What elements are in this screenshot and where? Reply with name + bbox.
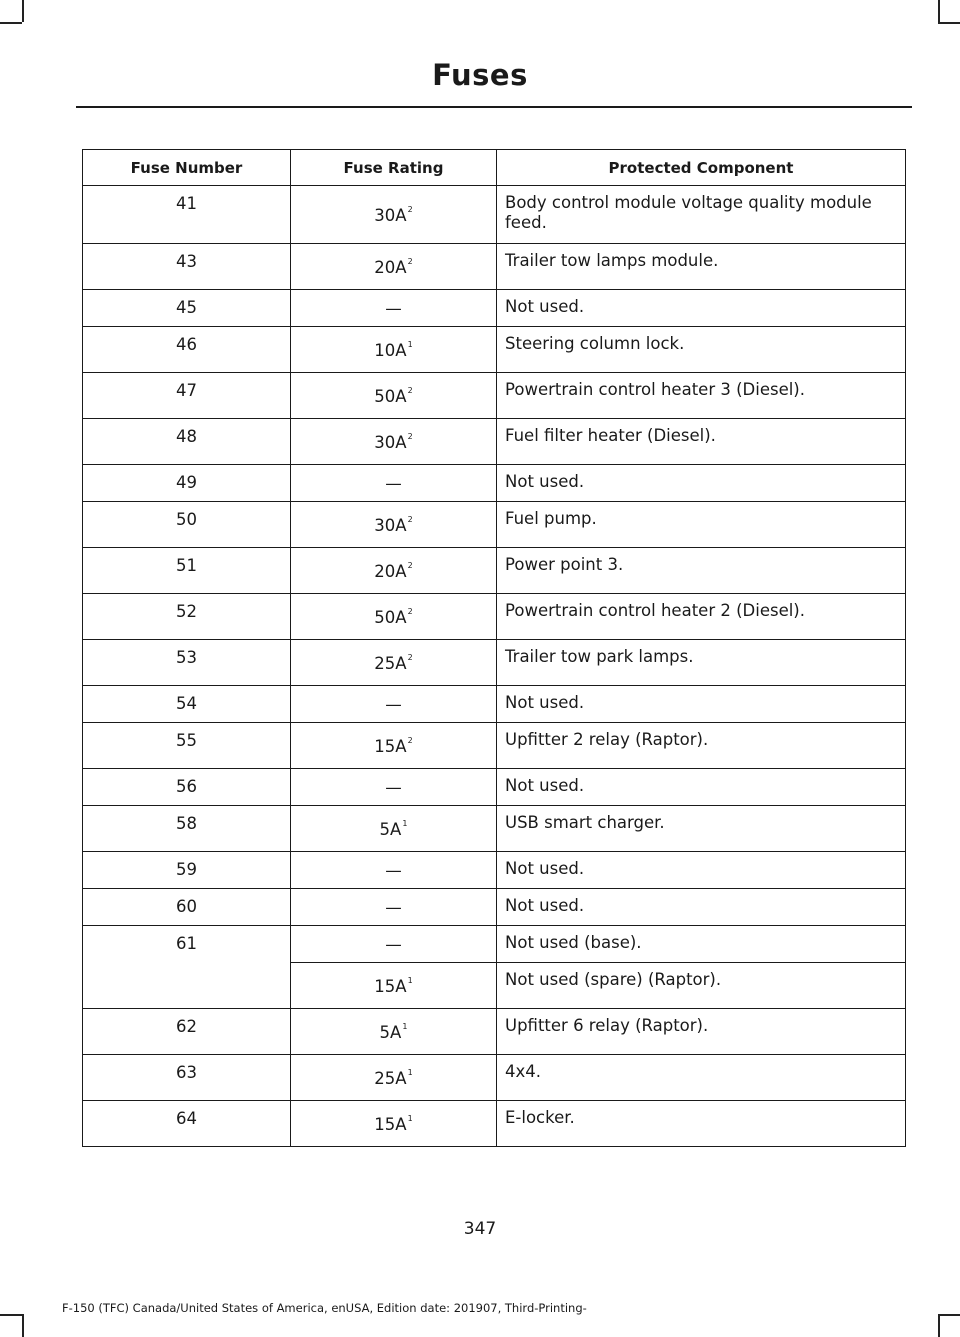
fuse-rating-value: 20A bbox=[374, 561, 407, 581]
footnote-marker: 2 bbox=[407, 735, 413, 745]
fuse-number-cell: 64 bbox=[83, 1101, 291, 1147]
footnote-marker: 1 bbox=[402, 818, 408, 828]
fuse-number-cell: 51 bbox=[83, 548, 291, 594]
protected-component-cell: Powertrain control heater 2 (Diesel). bbox=[497, 594, 906, 640]
fuse-rating-value: 50A bbox=[374, 607, 407, 627]
table-row bbox=[83, 186, 906, 244]
table-row bbox=[83, 465, 906, 502]
fuse-number-cell: 60 bbox=[83, 889, 291, 926]
fuse-rating-cell bbox=[291, 594, 497, 640]
fuse-rating-value: 30A bbox=[374, 432, 407, 452]
fuse-rating-value: 50A bbox=[374, 386, 407, 406]
table-row bbox=[83, 1055, 906, 1101]
crop-mark bbox=[938, 0, 940, 22]
fuse-rating-cell bbox=[291, 889, 497, 926]
fuse-rating-cell bbox=[291, 1009, 497, 1055]
fuse-rating-value: 15A bbox=[374, 976, 407, 996]
fuse-number-cell: 48 bbox=[83, 419, 291, 465]
fuse-rating-value: 25A bbox=[374, 1068, 407, 1088]
fuse-rating-value: 10A bbox=[374, 340, 407, 360]
fuse-number-cell: 47 bbox=[83, 373, 291, 419]
footnote-marker: 1 bbox=[407, 1113, 413, 1123]
footnote-marker: 2 bbox=[407, 431, 413, 441]
fuse-rating-value: — bbox=[385, 777, 402, 797]
protected-component-cell: USB smart charger. bbox=[497, 806, 906, 852]
protected-component-cell: Not used (spare) (Raptor). bbox=[497, 963, 906, 1009]
table-row bbox=[83, 594, 906, 640]
table-row bbox=[83, 640, 906, 686]
protected-component-cell: Not used. bbox=[497, 290, 906, 327]
fuse-number-cell: 56 bbox=[83, 769, 291, 806]
protected-component-cell: Not used. bbox=[497, 769, 906, 806]
fuse-rating-cell bbox=[291, 723, 497, 769]
fuse-rating-cell bbox=[291, 806, 497, 852]
fuse-number-cell: 52 bbox=[83, 594, 291, 640]
fuse-rating-cell bbox=[291, 1101, 497, 1147]
fuse-rating-value: 15A bbox=[374, 736, 407, 756]
protected-component-cell: Body control module voltage quality module feed. bbox=[497, 186, 906, 244]
protected-component-cell: Not used (base). bbox=[497, 926, 906, 963]
fuse-rating-cell bbox=[291, 502, 497, 548]
protected-component-cell: Not used. bbox=[497, 465, 906, 502]
table-row bbox=[83, 1101, 906, 1147]
fuse-rating-cell bbox=[291, 419, 497, 465]
fuse-rating-value: — bbox=[385, 473, 402, 493]
fuse-number-cell: 41 bbox=[83, 186, 291, 244]
fuse-number-cell: 59 bbox=[83, 852, 291, 889]
fuse-rating-cell bbox=[291, 963, 497, 1009]
protected-component-cell: Not used. bbox=[497, 852, 906, 889]
fuse-rating-cell bbox=[291, 465, 497, 502]
page-title: Fuses bbox=[432, 58, 528, 92]
table-row bbox=[83, 327, 906, 373]
fuse-number-cell: 55 bbox=[83, 723, 291, 769]
fuse-rating-cell bbox=[291, 1055, 497, 1101]
table-header-row bbox=[83, 150, 906, 186]
fuse-rating-cell bbox=[291, 640, 497, 686]
protected-component-cell: E-locker. bbox=[497, 1101, 906, 1147]
column-header-protected-component: Protected Component bbox=[497, 150, 906, 186]
fuse-rating-value: 30A bbox=[374, 515, 407, 535]
page-number: 347 bbox=[463, 1219, 497, 1239]
footnote-marker: 2 bbox=[407, 385, 413, 395]
table-row bbox=[83, 926, 906, 963]
fuse-rating-value: — bbox=[385, 694, 402, 714]
fuse-number-cell: 62 bbox=[83, 1009, 291, 1055]
fuse-table bbox=[82, 149, 906, 1147]
fuse-rating-value: — bbox=[385, 860, 402, 880]
protected-component-cell: Powertrain control heater 3 (Diesel). bbox=[497, 373, 906, 419]
fuse-number-cell: 50 bbox=[83, 502, 291, 548]
fuse-rating-cell bbox=[291, 186, 497, 244]
footnote-marker: 1 bbox=[407, 339, 413, 349]
table-row bbox=[83, 548, 906, 594]
table-row bbox=[83, 290, 906, 327]
fuse-number-cell: 46 bbox=[83, 327, 291, 373]
fuse-rating-cell bbox=[291, 327, 497, 373]
fuse-rating-value: 25A bbox=[374, 653, 407, 673]
crop-mark bbox=[22, 1314, 24, 1337]
crop-mark bbox=[22, 0, 24, 22]
footnote-marker: 1 bbox=[407, 1067, 413, 1077]
protected-component-cell: Steering column lock. bbox=[497, 327, 906, 373]
fuse-rating-cell bbox=[291, 244, 497, 290]
protected-component-cell: Power point 3. bbox=[497, 548, 906, 594]
fuse-number-cell: 61 bbox=[83, 926, 291, 1009]
fuse-number-cell: 45 bbox=[83, 290, 291, 327]
table-row bbox=[83, 373, 906, 419]
table-row bbox=[83, 686, 906, 723]
protected-component-cell: Fuel filter heater (Diesel). bbox=[497, 419, 906, 465]
footnote-marker: 1 bbox=[407, 975, 413, 985]
fuse-rating-cell bbox=[291, 290, 497, 327]
protected-component-cell: Not used. bbox=[497, 686, 906, 723]
fuse-rating-cell bbox=[291, 852, 497, 889]
fuse-rating-value: 5A bbox=[379, 819, 402, 839]
fuse-number-cell: 54 bbox=[83, 686, 291, 723]
table-row bbox=[83, 419, 906, 465]
fuse-rating-value: 15A bbox=[374, 1114, 407, 1134]
table-row bbox=[83, 1009, 906, 1055]
protected-component-cell: Trailer tow lamps module. bbox=[497, 244, 906, 290]
protected-component-cell: Fuel pump. bbox=[497, 502, 906, 548]
footnote-marker: 2 bbox=[407, 560, 413, 570]
table-row bbox=[83, 852, 906, 889]
crop-mark bbox=[938, 22, 960, 24]
fuse-rating-value: — bbox=[385, 298, 402, 318]
fuse-number-cell: 53 bbox=[83, 640, 291, 686]
table-row bbox=[83, 806, 906, 852]
crop-mark bbox=[938, 1314, 960, 1316]
footnote-marker: 1 bbox=[402, 1021, 408, 1031]
column-header-fuse-number: Fuse Number bbox=[83, 150, 291, 186]
title-divider bbox=[76, 106, 912, 108]
table-row bbox=[83, 769, 906, 806]
protected-component-cell: Not used. bbox=[497, 889, 906, 926]
footer-edition-text: F-150 (TFC) Canada/United States of America, enUSA, Edition date: 201907, Third-Printing- bbox=[62, 1301, 587, 1315]
crop-mark bbox=[0, 1314, 22, 1316]
column-header-fuse-rating: Fuse Rating bbox=[291, 150, 497, 186]
footnote-marker: 2 bbox=[407, 256, 413, 266]
fuse-rating-cell bbox=[291, 373, 497, 419]
table-row bbox=[83, 889, 906, 926]
crop-mark bbox=[0, 22, 22, 24]
fuse-number-cell: 58 bbox=[83, 806, 291, 852]
fuse-rating-cell bbox=[291, 548, 497, 594]
fuse-number-cell: 43 bbox=[83, 244, 291, 290]
fuse-rating-value: — bbox=[385, 897, 402, 917]
fuse-number-cell: 49 bbox=[83, 465, 291, 502]
fuse-rating-value: 5A bbox=[379, 1022, 402, 1042]
table-row bbox=[83, 723, 906, 769]
fuse-rating-value: 30A bbox=[374, 205, 407, 225]
fuse-table-body bbox=[83, 186, 906, 1147]
crop-mark bbox=[938, 1314, 940, 1337]
protected-component-cell: Upfitter 2 relay (Raptor). bbox=[497, 723, 906, 769]
footnote-marker: 2 bbox=[407, 204, 413, 214]
protected-component-cell: Trailer tow park lamps. bbox=[497, 640, 906, 686]
table-row bbox=[83, 244, 906, 290]
fuse-rating-cell bbox=[291, 686, 497, 723]
fuse-rating-value: 20A bbox=[374, 257, 407, 277]
footnote-marker: 2 bbox=[407, 652, 413, 662]
fuse-rating-cell bbox=[291, 926, 497, 963]
footnote-marker: 2 bbox=[407, 606, 413, 616]
footnote-marker: 2 bbox=[407, 514, 413, 524]
table-row bbox=[83, 502, 906, 548]
fuse-rating-value: — bbox=[385, 934, 402, 954]
protected-component-cell: 4x4. bbox=[497, 1055, 906, 1101]
protected-component-cell: Upfitter 6 relay (Raptor). bbox=[497, 1009, 906, 1055]
fuse-rating-cell bbox=[291, 769, 497, 806]
fuse-number-cell: 63 bbox=[83, 1055, 291, 1101]
